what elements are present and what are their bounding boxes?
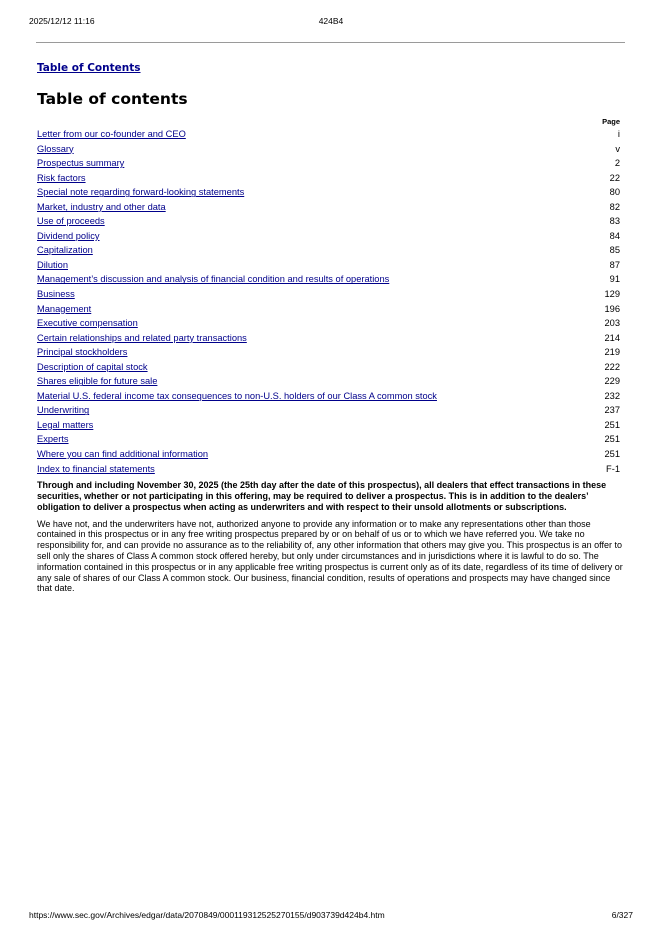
- print-datetime: 2025/12/12 11:16: [29, 16, 95, 26]
- toc-link[interactable]: Management’s discussion and analysis of financial condition and results of operations: [37, 274, 390, 285]
- toc-page-number: 196: [604, 303, 620, 314]
- toc-link[interactable]: Glossary: [37, 143, 74, 154]
- toc-link[interactable]: Prospectus summary: [37, 158, 125, 169]
- toc-page-number: 2: [614, 158, 620, 169]
- toc-row: [37, 158, 624, 173]
- toc-row: [37, 347, 624, 362]
- toc-page-number: 80: [609, 187, 620, 198]
- toc-page-number: v: [615, 143, 620, 154]
- toc-row: [37, 129, 624, 144]
- toc-link[interactable]: Special note regarding forward-looking statements: [37, 187, 245, 198]
- toc-page-number: 87: [609, 259, 620, 270]
- toc-page-number: 83: [609, 216, 620, 227]
- toc-row: [37, 304, 624, 319]
- toc-page-number: 237: [604, 405, 620, 416]
- toc-row: [37, 333, 624, 348]
- toc-page-number: 22: [609, 172, 620, 183]
- toc-link[interactable]: Index to financial statements: [37, 463, 155, 474]
- toc-row: [37, 318, 624, 333]
- toc-row: [37, 245, 624, 260]
- toc-list: [37, 129, 624, 478]
- print-header: [29, 16, 633, 28]
- toc-link[interactable]: Shares eligible for future sale: [37, 376, 158, 387]
- table-of-contents-link[interactable]: Table of Contents: [37, 62, 141, 74]
- print-page-count: 6/327: [611, 910, 633, 920]
- print-footer: [29, 910, 633, 922]
- toc-link[interactable]: Use of proceeds: [37, 216, 105, 227]
- toc-row: [37, 231, 624, 246]
- print-document-title: 424B4: [318, 16, 344, 26]
- toc-page-number: 232: [604, 390, 620, 401]
- toc-row: [37, 216, 624, 231]
- toc-link[interactable]: Business: [37, 289, 75, 300]
- page-column-header: Page: [602, 117, 620, 126]
- toc-link[interactable]: Description of capital stock: [37, 361, 148, 372]
- disclaimer-paragraph: We have not, and the underwriters have not, authorized anyone to provide any information or to make any representations other than those contained in this prospectus or in any free writing prospectus prepared by or on behalf of us or to which we have referred you. We take no responsibility for, and can provide no assurance as to the reliability of, any other information that others may give you. This prospectus is an offer to sell only the shares of Class A common stock offered hereby, but only under circumstances and in jurisdictions where it is lawful to do so. The information contained in this prospectus or in any applicable free writing prospectus is current only as of its date, regardless of its time of delivery or any sale of shares of our Class A common stock. Our business, financial condition, results of operations and prospects may have changed since that date.: [37, 518, 623, 594]
- toc-row: [37, 420, 624, 435]
- toc-page-number: 129: [604, 289, 620, 300]
- toc-page-number: i: [617, 129, 620, 139]
- header-divider: [36, 42, 625, 43]
- toc-link[interactable]: Certain relationships and related party transactions: [37, 332, 247, 343]
- toc-link[interactable]: Experts: [37, 434, 69, 445]
- toc-row: [37, 173, 624, 188]
- toc-link[interactable]: Where you can find additional information: [37, 449, 209, 460]
- toc-row: [37, 274, 624, 289]
- toc-row: [37, 464, 624, 479]
- toc-row: [37, 202, 624, 217]
- toc-row: [37, 391, 624, 406]
- toc-link[interactable]: Letter from our co-founder and CEO: [37, 129, 186, 139]
- toc-page-number: 91: [609, 274, 620, 285]
- toc-row: [37, 260, 624, 275]
- prospectus-delivery-notice: Through and including November 30, 2025 (the 25th day after the date of this prospectus), all dealers that effect transactions in these securities, whether or not participating in this offering, may be required to deliver a prospectus. This is in addition to the dealers’ obligation to deliver a prospectus when acting as underwriters and with respect to their unsold allotments or subscriptions.: [37, 480, 607, 512]
- toc-row: [37, 187, 624, 202]
- toc-page-number: 222: [604, 361, 620, 372]
- page-title: Table of contents: [37, 90, 188, 108]
- toc-row: [37, 449, 624, 464]
- toc-page-number: 82: [609, 201, 620, 212]
- toc-row: [37, 376, 624, 391]
- toc-link[interactable]: Executive compensation: [37, 318, 138, 329]
- toc-link[interactable]: Capitalization: [37, 245, 93, 256]
- toc-page-number: 251: [604, 434, 620, 445]
- toc-link[interactable]: Risk factors: [37, 172, 86, 183]
- toc-page-number: 219: [604, 347, 620, 358]
- toc-page-number: 85: [609, 245, 620, 256]
- toc-page-number: 251: [604, 419, 620, 430]
- toc-link[interactable]: Dividend policy: [37, 230, 100, 241]
- toc-row: [37, 405, 624, 420]
- toc-page-number: 84: [609, 230, 620, 241]
- print-url: https://www.sec.gov/Archives/edgar/data/2070849/000119312525270155/d903739d424b4.htm: [29, 910, 385, 920]
- toc-page-number: F-1: [606, 463, 620, 474]
- toc-page-number: 251: [604, 449, 620, 460]
- toc-row: [37, 362, 624, 377]
- toc-page-number: 203: [604, 318, 620, 329]
- toc-link[interactable]: Material U.S. federal income tax consequences to non-U.S. holders of our Class A common stock: [37, 390, 437, 401]
- toc-link[interactable]: Legal matters: [37, 419, 94, 430]
- toc-row: [37, 289, 624, 304]
- toc-page-number: 229: [604, 376, 620, 387]
- toc-row: [37, 144, 624, 159]
- toc-link[interactable]: Management: [37, 303, 92, 314]
- toc-page-number: 214: [604, 332, 620, 343]
- toc-row: [37, 434, 624, 449]
- document-content: [37, 58, 624, 594]
- toc-link[interactable]: Underwriting: [37, 405, 90, 416]
- toc-link[interactable]: Principal stockholders: [37, 347, 128, 358]
- toc-link[interactable]: Market, industry and other data: [37, 201, 166, 212]
- toc-link[interactable]: Dilution: [37, 259, 69, 270]
